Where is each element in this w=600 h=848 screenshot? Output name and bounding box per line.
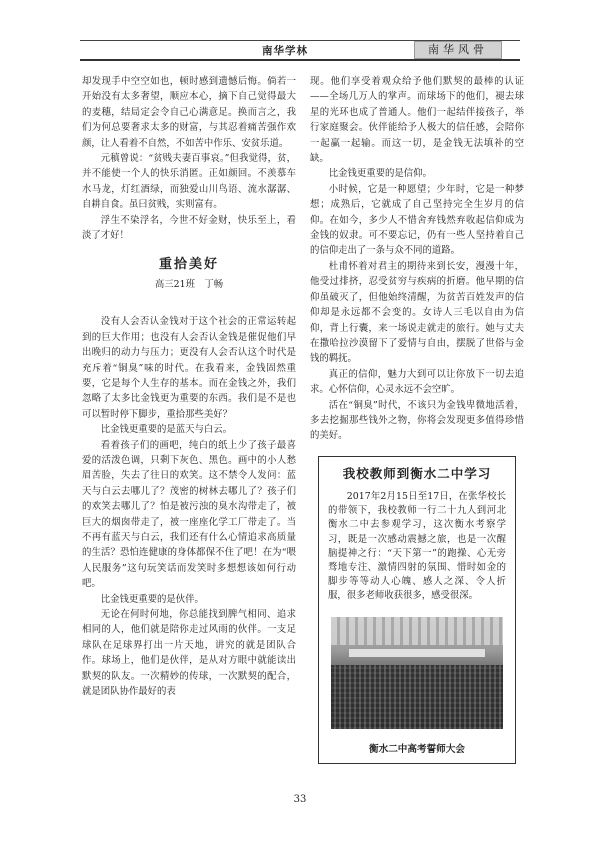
- intro-paragraph: 元稹曾说：“贫贱夫妻百事哀。”但我觉得，贫，并不能使一个人的快乐消匿。正如颜回。不羡慕车水马龙，灯红酒绿，而独爱山川鸟语、流水潺潺、自耕自食。虽曰贫贱，实则富有。: [82, 153, 296, 211]
- left-column: [82, 74, 296, 699]
- article-paragraph: 杜甫怀着对君主的期待来到长安，漫漫十年，他受过排挤，忍受贫穷与疾病的折磨。他早期的信仰虽破灭了，但他始终清醒，为贫苦百姓发声的信仰却是永远都不会变的。女诗人三毛以自由为信仰，背上行囊，来一场说走就走的旅行。她与丈夫在撒哈拉沙漠留下了爱情与自由，摆脱了世俗与金钱的羁抚。: [310, 260, 524, 365]
- article-paragraph: 无论在何时何地，你总能找到脾气相同、追求相同的人，他们就是陪你走过风雨的伙伴。一支足球队在足球界打出一片天地，讲究的就是团队合作。球场上，他们是伙伴，是从对方眼中就能读出默契的队友。一次精妙的传球，一次默契的配合，就是团队协作最好的表: [82, 609, 296, 698]
- running-header: [0, 40, 600, 62]
- article-title: 重拾美好: [158, 257, 219, 273]
- article-paragraph: 真正的信仰，魅力大到可以让你放下一切去追求。心怀信仰，心灵永远不会空旷。: [310, 368, 524, 396]
- article-paragraph: 活在“铜臭”时代，不该只为金钱卑微地活着，多去挖掘那些钱外之物，你将会发现更多值得珍惜的美好。: [310, 399, 524, 442]
- photo-caption: 衡水二中高考誓师大会: [369, 744, 465, 755]
- article-subheading: 比金钱更重要的是伙伴。: [100, 593, 204, 605]
- right-column: [310, 74, 524, 444]
- article-subheading: 比金钱更重要的是蓝天与白云。: [100, 424, 233, 436]
- intro-paragraph: 却发现手中空空如也，顿时感到遗憾后悔。倘若一开始没有太多奢望，顺应本心，摘下自己觉得最大的麦穗，结局定会令自己心满意足。换而言之，我们为何总要奢求太多的财富，与其忍着痛苦强作欢颜，让人看着不自然，不如苦中作乐、安贫乐道。: [82, 76, 296, 149]
- news-box-title: 我校教师到衡水二中学习: [342, 466, 492, 481]
- photo-banner: [349, 649, 485, 657]
- article-paragraph: 没有人会否认金钱对于这个社会的正常运转起到的巨大作用；也没有人会否认金钱是催促他们早出晚归的动力与压力；更没有人会否认这个时代是充斥着“铜臭”味的时代。在我看来，金钱固然重要，它是每个人生存的基本。而在金钱之外，我们忽略了太多比金钱更为重要的东西。我们是不是也可以暂时停下脚步，重拾那些美好？: [82, 316, 296, 420]
- article-byline: 高三21班 丁畅: [154, 278, 224, 290]
- header-rule-bottom: [80, 59, 520, 61]
- page-number: 33: [293, 794, 307, 805]
- news-box: [318, 456, 516, 764]
- header-section-tab: 南华风骨: [414, 41, 502, 59]
- photo-crowd-rows: [331, 665, 503, 729]
- article-paragraph: 小时候，它是一种愿望；少年时，它是一种梦想；成熟后，它就成了自己坚持完全生岁月的信仰。在如今，多少人不惜舍弃钱然弃收起信仰成为金钱的奴隶。可不要忘记，仍有一些人坚持着自己的信仰走出了一条与众不同的道路。: [310, 183, 524, 257]
- news-box-body: 2017年2月15日至17日，在张华校长的带领下，我校教师一行二十九人到河北衡水二中去参观学习，这次衡水考察学习，既是一次感动震撼之旅，也是一次醒脑提神之行：“天下第一”的跑操、心无旁骛地专注、激情四射的氛围、惜时如金的脚步等等动人心魄、感人之深、令人折服，很多老师收获很多，感受很深。: [328, 491, 506, 602]
- assembly-photo: [331, 617, 503, 729]
- article-subheading: 比金钱更重要的是信仰。: [328, 168, 432, 180]
- article-paragraph: 看着孩子们的画吧，纯白的纸上少了孩子最喜爱的活泼色调，只剩下灰色、黑色。画中的小人愁眉苦脸，失去了往日的欢笑。这不禁令人发问：蓝天与白云去哪儿了？茂密的树林去哪儿了？孩子们的欢笑去哪儿了？怕是被污浊的臭水沟带走了，被巨大的烟囱带走了，被一座座化学工厂带走了。当不再有蓝天与白云，我们还有什么心情追求高质量的生活？恐怕连健康的身体都保不住了吧！在为“喂人民服务”这句玩笑话而发笑时多想想该如何行动吧。: [82, 439, 296, 590]
- article-paragraph: 现。他们享受着观众给予他们默契的最棒的认证——全场几万人的掌声。而球场下的他们，褪去球星的光环也成了普通人。他们一起结伴接孩子，举行家庭聚会。伙伴能给予人极大的信任感，会陪你一起赢一起输。而这一切，是金钱无法填补的空缺。: [310, 76, 524, 165]
- header-school-name: 南华学林: [262, 45, 308, 57]
- photo-roof: [331, 617, 503, 645]
- intro-paragraph: 浮生不染浮名，今世不好金财，快乐至上，看淡了才好！: [82, 214, 296, 242]
